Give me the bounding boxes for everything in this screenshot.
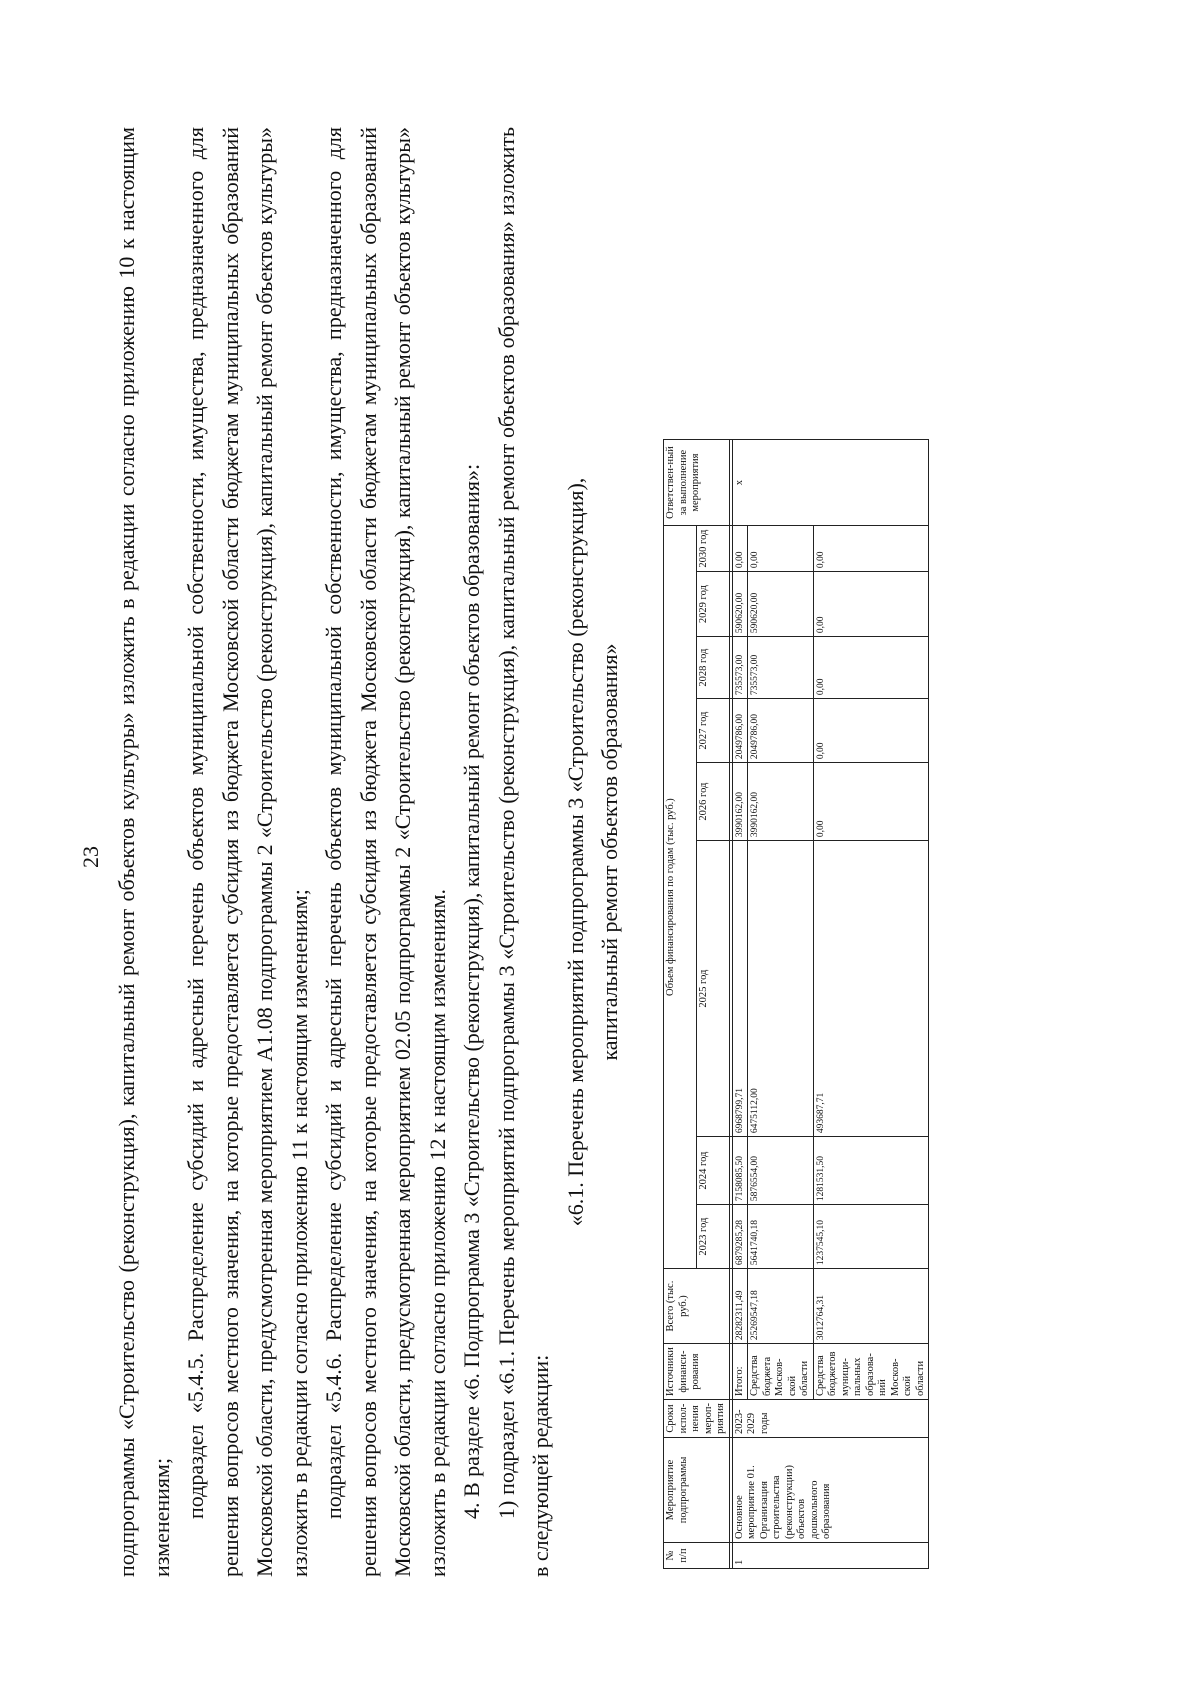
row-value: 493687,71 <box>813 841 929 1137</box>
paragraph-5: 1) подраздел «6.1. Перечень мероприятий подпрограммы 3 «Строительство (реконструкция), капитальный ремонт объектов образования» изложить в следующей редакции: <box>493 127 553 1577</box>
row-value: 0,00 <box>813 526 929 572</box>
header-year: 2028 год <box>696 637 729 699</box>
row-total: 3012764,31 <box>813 1269 929 1344</box>
row-terms: 2023-2029 годы <box>732 1400 929 1438</box>
header-row-1 <box>664 440 697 1569</box>
row-event: Основное мероприятие 01. Организация строительства (реконструкции) объектов дошкольного образования <box>732 1438 929 1543</box>
row-value: 1237545,10 <box>813 1205 929 1269</box>
header-responsible: Ответствен-ный за выполнение мероприятия <box>664 440 730 526</box>
events-table <box>663 439 929 1569</box>
row-value: 2049786,00 <box>748 699 814 763</box>
header-sources: Источники финанси-рования <box>664 1344 730 1400</box>
paragraph-4: 4. В разделе «6. Подпрограмма 3 «Строительство (реконструкция), капитальный ремонт объектов образования»: <box>459 463 484 1519</box>
header-num: № п/п <box>664 1543 730 1569</box>
header-volume-group: Объем финансирования по годам (тыс. руб.) <box>664 526 697 1269</box>
row-value: 3990162,00 <box>732 763 748 841</box>
row-source: Итого: <box>732 1344 748 1400</box>
row-value: 0,00 <box>813 637 929 699</box>
paragraph-1: подпрограммы «Строительство (реконструкция), капитальный ремонт объектов культуры» изложить в редакции согласно приложению 10 к настоящим изменениям; <box>114 127 174 1577</box>
table-row <box>813 440 929 1569</box>
page-number: 23 <box>78 846 103 868</box>
table-row <box>748 440 814 1569</box>
row-value: 6475112,00 <box>748 841 814 1137</box>
header-year: 2025 год <box>696 841 729 1137</box>
paragraph-2: подраздел «5.4.5. Распределение субсидий и адресный перечень объектов муниципальной собственности, имущества, предназначенного для решения вопросов местного значения, на которые предоставляется субсидия из бюджета Московской области бюджетам муниципальных образований Московской области, предусмотренная мероприятием А1.08 подпрограммы 2 «Строительство (реконструкция), капитальный ремонт объектов культуры» изложить в редакции согласно приложению 11 к настоящим изменениям; <box>183 127 312 1577</box>
row-value: 0,00 <box>732 526 748 572</box>
row-value: 0,00 <box>813 763 929 841</box>
header-year: 2027 год <box>696 699 729 763</box>
header-year: 2029 год <box>696 572 729 637</box>
row-value: 2049786,00 <box>732 699 748 763</box>
row-source: Средства бюджетов муници-пальных образова-ний Москов-ской области <box>813 1344 929 1400</box>
document-body <box>110 127 628 1577</box>
table-row <box>732 440 748 1569</box>
header-year: 2026 год <box>696 763 729 841</box>
header-total: Всего (тыс. руб.) <box>664 1269 730 1344</box>
header-year: 2030 год <box>696 526 729 572</box>
header-terms: Сроки испол-нения мероп-риятия <box>664 1400 730 1438</box>
row-value: 7158085,50 <box>732 1137 748 1205</box>
row-value: 3990162,00 <box>748 763 814 841</box>
row-value: 6968799,71 <box>732 841 748 1137</box>
row-value: 0,00 <box>748 526 814 572</box>
row-num: 1 <box>732 1543 929 1569</box>
table-title-line-2: капитальный ремонт объектов образования» <box>597 643 622 1061</box>
row-total: 28282311,49 <box>732 1269 748 1344</box>
row-value: 0,00 <box>813 699 929 763</box>
row-value: 735573,00 <box>732 637 748 699</box>
row-value: 5876554,00 <box>748 1137 814 1205</box>
header-year: 2024 год <box>696 1137 729 1205</box>
header-event: Мероприятие подпрограммы <box>664 1438 730 1543</box>
row-value: 590620,00 <box>732 572 748 637</box>
row-value: 6879285,28 <box>732 1205 748 1269</box>
row-source: Средства бюджета Москов-ской области <box>748 1344 814 1400</box>
table-title-line-1: «6.1. Перечень мероприятий подпрограммы 3 «Строительство (реконструкция), <box>562 477 588 1227</box>
header-year: 2023 год <box>696 1205 729 1269</box>
row-responsible: х <box>732 440 929 526</box>
row-total: 25269547,18 <box>748 1269 814 1344</box>
row-value: 5641740,18 <box>748 1205 814 1269</box>
row-value: 735573,00 <box>748 637 814 699</box>
row-value: 1281531,50 <box>813 1137 929 1205</box>
paragraph-3: подраздел «5.4.6. Распределение субсидий и адресный перечень объектов муниципальной собственности, имущества, предназначенного для решения вопросов местного значения, на которые предоставляется субсидия из бюджета Московской области бюджетам муниципальных образований Московской области, предусмотренная мероприятием 02.05 подпрограммы 2 «Строительство (реконструкция), капитальный ремонт объектов культуры» изложить в редакции согласно приложению 12 к настоящим изменениям. <box>321 127 450 1577</box>
row-value: 0,00 <box>813 572 929 637</box>
row-value: 590620,00 <box>748 572 814 637</box>
